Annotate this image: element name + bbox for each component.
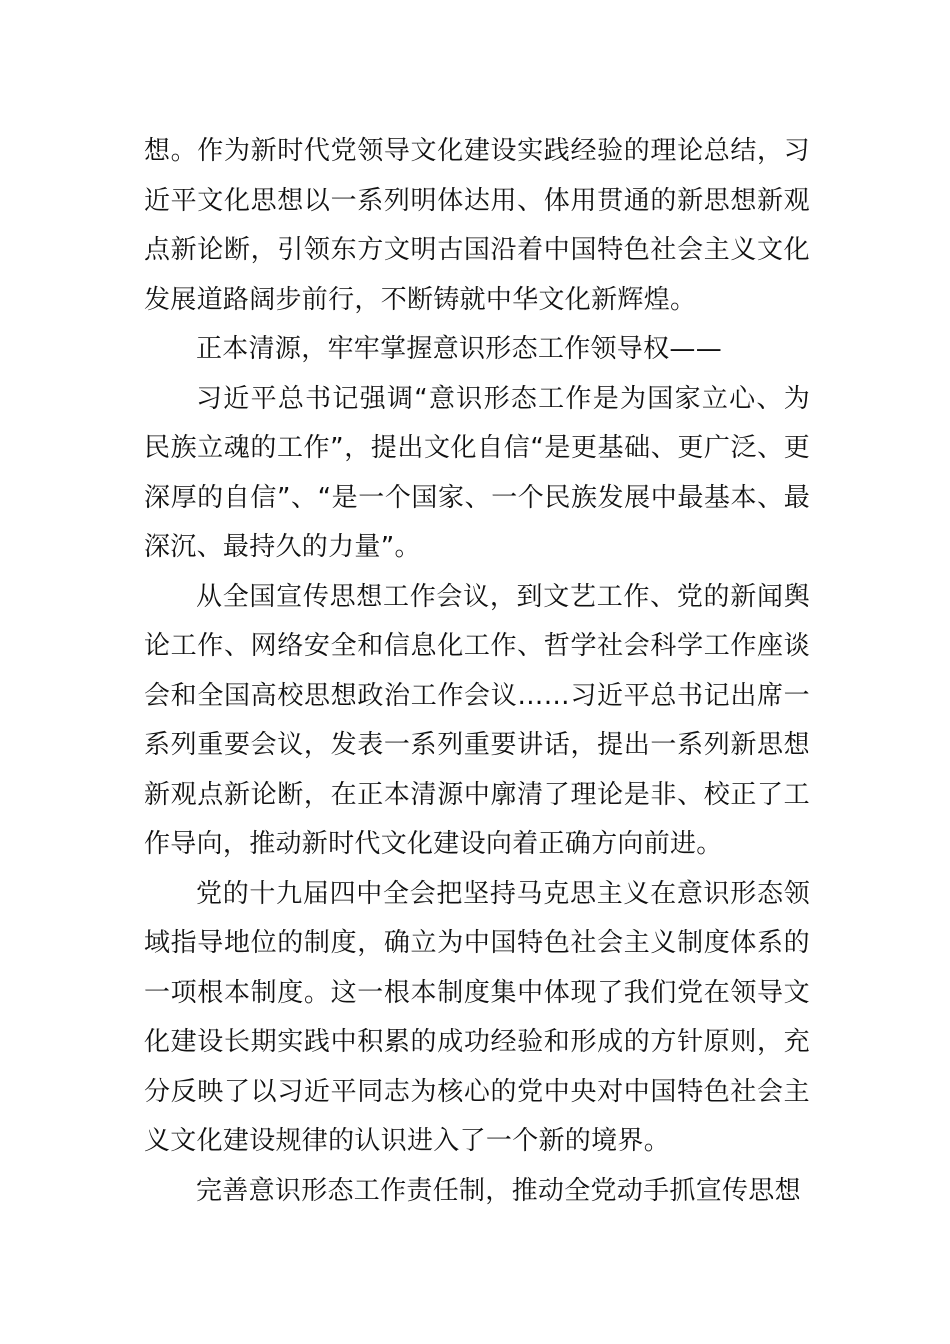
paragraph: 从全国宣传思想工作会议，到文艺工作、党的新闻舆论工作、网络安全和信息化工作、哲学社会科学工作座谈会和全国高校思想政治工作会议……习近平总书记出席一系列重要会议，发表一系列重要讲话，提出一系列新思想新观点新论断，在正本清源中廓清了理论是非、校正了工作导向，推动新时代文化建设向着正确方向前进。 (144, 581, 810, 859)
paragraph: 党的十九届四中全会把坚持马克思主义在意识形态领域指导地位的制度，确立为中国特色社会主义制度体系的一项根本制度。这一根本制度集中体现了我们党在领导文化建设长期实践中积累的成功经验和形成的方针原则，充分反映了以习近平同志为核心的党中央对中国特色社会主义文化建设规律的认识进入了一个新的境界。 (144, 878, 810, 1156)
paragraph-subheading: 正本清源，牢牢掌握意识形态工作领导权—— (196, 334, 723, 364)
body-text (144, 127, 810, 1216)
paragraph-continuation: 想。作为新时代党领导文化建设实践经验的理论总结，习近平文化思想以一系列明体达用、体用贯通的新思想新观点新论断，引领东方文明古国沿着中国特色社会主义文化发展道路阔步前行，不断铸就中华文化新辉煌。 (144, 136, 810, 315)
paragraph: 习近平总书记强调“意识形态工作是为国家立心、为民族立魂的工作”，提出文化自信“是更基础、更广泛、更深厚的自信”、“是一个国家、一个民族发展中最基本、最深沉、最持久的力量”。 (144, 383, 810, 562)
paragraph-truncated: 完善意识形态工作责任制，推动全党动手抓宣传思想 (196, 1175, 801, 1206)
